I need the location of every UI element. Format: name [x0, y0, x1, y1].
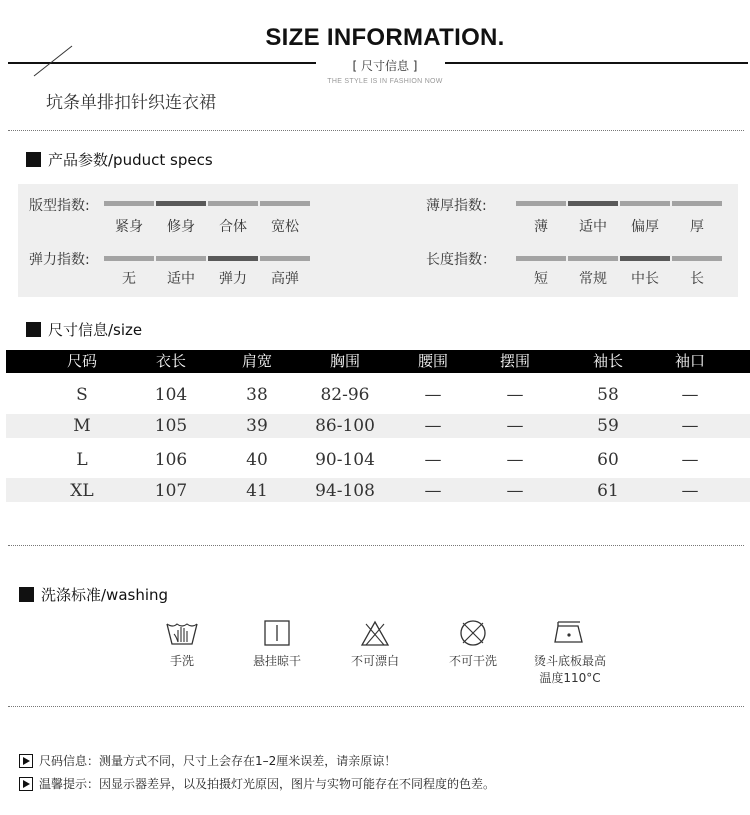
size-heading	[26, 319, 142, 340]
table-cell: —	[424, 385, 442, 405]
spec-option: 短	[534, 271, 548, 287]
spec-bar-selected	[568, 201, 618, 206]
play-bullet-icon	[19, 777, 33, 791]
wash-label: 不可干洗	[448, 654, 497, 668]
table-cell: M	[73, 416, 91, 436]
spec-label: 版型指数:	[29, 198, 90, 214]
spec-bar-selected	[156, 201, 206, 206]
spec-option: 合体	[219, 219, 247, 235]
no-dry-clean-icon	[457, 618, 489, 648]
page-title: SIZE INFORMATION.	[265, 24, 505, 51]
table-cell: 90-104	[315, 450, 375, 470]
spec-bar	[104, 201, 154, 206]
table-cell: —	[506, 385, 524, 405]
column-header: 袖口	[674, 352, 705, 370]
table-cell: XL	[70, 481, 94, 501]
table-cell: 104	[154, 385, 188, 405]
table-cell: —	[506, 450, 524, 470]
column-header: 衣长	[155, 352, 186, 370]
spec-bar	[208, 201, 258, 206]
table-cell: 61	[597, 481, 619, 501]
table-cell: 82-96	[320, 385, 370, 405]
spec-label: 弹力指数:	[29, 252, 90, 268]
wash-label: 悬挂晾干	[252, 654, 301, 668]
spec-bar	[516, 256, 566, 261]
spec-option: 适中	[167, 271, 195, 287]
table-cell: —	[681, 481, 699, 501]
spec-bar	[260, 256, 310, 261]
divider	[8, 130, 744, 131]
wash-item-no-bleach	[340, 618, 410, 669]
wash-item-hang-dry	[242, 618, 312, 669]
table-cell: 106	[154, 450, 188, 470]
spec-option: 修身	[167, 219, 195, 235]
table-cell: —	[506, 481, 524, 501]
spec-bar	[620, 201, 670, 206]
table-cell: 38	[246, 385, 268, 405]
spec-option: 偏厚	[631, 219, 659, 235]
spec-bar-selected	[620, 256, 670, 261]
spec-option: 高弹	[271, 271, 299, 287]
spec-option: 薄	[534, 219, 548, 235]
table-cell: 94-108	[315, 481, 375, 501]
note-text: 尺码信息：测量方式不同，尺寸上会存在1–2厘米误差，请亲原谅！	[39, 754, 397, 768]
table-cell: —	[681, 450, 699, 470]
spec-bar	[260, 201, 310, 206]
spec-option: 紧身	[115, 219, 143, 235]
table-cell: —	[506, 416, 524, 436]
washing-heading	[19, 584, 168, 605]
no-bleach-icon	[359, 618, 391, 648]
table-cell: —	[424, 450, 442, 470]
spec-bar	[672, 201, 722, 206]
spec-option: 中长	[631, 271, 659, 287]
spec-option: 厚	[690, 219, 704, 235]
wash-label: 手洗	[169, 654, 194, 668]
note-size-info	[19, 752, 396, 769]
column-header: 摆围	[499, 352, 530, 370]
spec-label: 薄厚指数:	[426, 198, 487, 214]
tagline: THE STYLE IS IN FASHION NOW	[327, 78, 443, 85]
spec-bar	[104, 256, 154, 261]
washing-heading-text: 洗涤标准/washing	[41, 586, 169, 604]
wash-item-no-dry-clean	[438, 618, 508, 669]
wash-label: 温度110°C	[539, 671, 601, 685]
spec-option: 适中	[579, 219, 607, 235]
table-cell: 41	[246, 481, 268, 501]
wash-label: 不可漂白	[350, 654, 399, 668]
wash-label: 烫斗底板最高	[533, 654, 606, 668]
table-cell: —	[681, 416, 699, 436]
table-cell: S	[76, 385, 88, 405]
spec-bar	[672, 256, 722, 261]
table-cell: —	[424, 416, 442, 436]
spec-bar	[568, 256, 618, 261]
square-bullet-icon	[26, 152, 41, 167]
wash-item-hand-wash	[151, 618, 213, 669]
divider	[8, 545, 744, 546]
spec-option: 长	[690, 271, 704, 287]
column-header: 胸围	[329, 352, 360, 370]
table-cell: —	[424, 481, 442, 501]
specs-heading-text: 产品参数/puduct specs	[48, 151, 213, 169]
spec-bar-selected	[208, 256, 258, 261]
table-cell: L	[76, 450, 88, 470]
spec-option: 宽松	[271, 219, 299, 235]
spec-option: 无	[122, 271, 136, 287]
divider	[8, 706, 744, 707]
table-cell: 58	[597, 385, 619, 405]
spec-label: 长度指数：	[426, 252, 496, 268]
spec-option: 弹力	[219, 271, 247, 287]
column-header: 袖长	[592, 352, 623, 370]
spec-bar	[516, 201, 566, 206]
hand-wash-icon	[164, 618, 200, 648]
table-cell: 40	[246, 450, 268, 470]
column-header: 尺码	[66, 352, 97, 370]
table-cell: —	[681, 385, 699, 405]
table-cell: 60	[597, 450, 619, 470]
spec-bar	[156, 256, 206, 261]
hang-dry-icon	[262, 618, 292, 648]
note-text: 温馨提示：因显示器差异，以及拍摄灯光原因，图片与实物可能存在不同程度的色差。	[39, 777, 496, 791]
table-cell: 86-100	[315, 416, 375, 436]
specs-heading	[26, 149, 213, 170]
table-cell: 105	[154, 416, 188, 436]
table-cell: 39	[246, 416, 268, 436]
square-bullet-icon	[19, 587, 34, 602]
square-bullet-icon	[26, 322, 41, 337]
page-subtitle: [ 尺寸信息 ]	[352, 59, 418, 73]
wash-item-iron	[522, 618, 618, 686]
note-color-tip	[19, 775, 495, 792]
product-name: 坑条单排扣针织连衣裙	[46, 93, 216, 113]
size-heading-text: 尺寸信息/size	[48, 321, 143, 339]
spec-option: 常规	[579, 271, 607, 287]
play-bullet-icon	[19, 754, 33, 768]
table-cell: 107	[154, 481, 188, 501]
column-header: 腰围	[417, 352, 448, 370]
column-header: 肩宽	[241, 352, 272, 370]
table-cell: 59	[597, 416, 619, 436]
iron-icon	[552, 618, 588, 648]
